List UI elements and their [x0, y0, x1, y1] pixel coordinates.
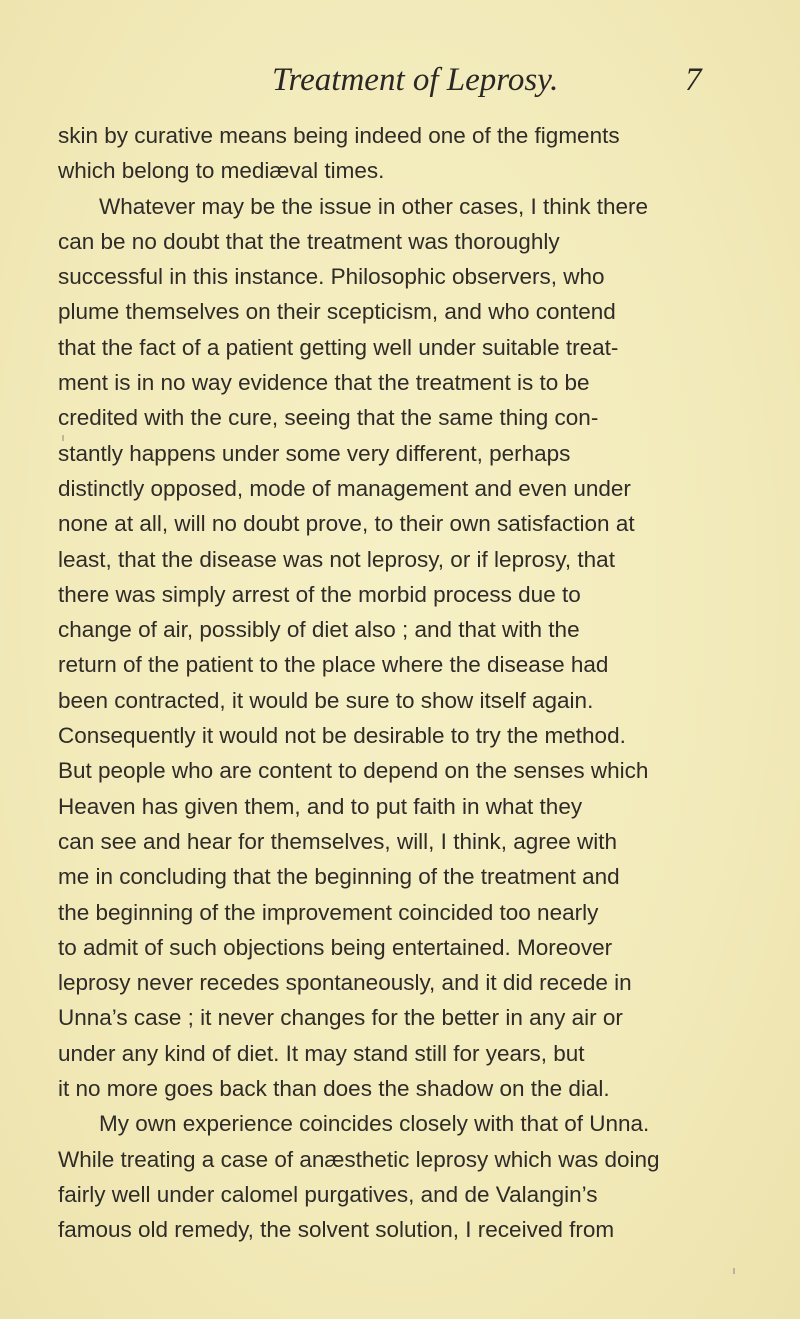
text-line: distinctly opposed, mode of management and even under — [58, 475, 631, 501]
text-line: been contracted, it would be sure to show itself again. — [58, 687, 594, 713]
text-line: the beginning of the improvement coincided too nearly — [58, 899, 599, 925]
text-line: successful in this instance. Philosophic observers, who — [58, 264, 605, 290]
text-line: While treating a case of anæsthetic leprosy which was doing — [58, 1146, 660, 1172]
text-line: under any kind of diet. It may stand still for years, but — [58, 1040, 585, 1066]
text-line: famous old remedy, the solvent solution, I received from — [58, 1217, 615, 1243]
text-line: that the fact of a patient getting well under suitable treat- — [58, 334, 619, 360]
text-line: there was simply arrest of the morbid process due to — [58, 581, 581, 607]
paper-speck — [733, 1268, 735, 1274]
text-line: But people who are content to depend on the senses which — [58, 758, 649, 784]
text-line: least, that the disease was not leprosy, or if leprosy, that — [58, 546, 615, 572]
text-line: Consequently it would not be desirable to try the method. — [58, 723, 626, 749]
page-header — [0, 62, 800, 112]
text-line: return of the patient to the place where the disease had — [58, 652, 609, 678]
page-number: 7 — [685, 62, 702, 98]
paragraph-start-line: Whatever may be the issue in other cases, I think there — [99, 193, 649, 219]
text-line: change of air, possibly of diet also ; and that with the — [58, 617, 580, 643]
running-title: Treatment of Leprosy. — [272, 62, 559, 98]
text-line: plume themselves on their scepticism, and who contend — [58, 299, 616, 325]
paper-speck — [62, 435, 64, 441]
text-line: stantly happens under some very different, perhaps — [58, 440, 571, 466]
text-line: skin by curative means being indeed one of the figments — [58, 123, 620, 148]
text-line: none at all, will no doubt prove, to their own satisfaction at — [58, 511, 635, 537]
text-line: can see and hear for themselves, will, I think, agree with — [58, 828, 618, 854]
text-line: me in concluding that the beginning of the treatment and — [58, 864, 620, 890]
text-line: can be no doubt that the treatment was thoroughly — [58, 228, 560, 254]
text-line: to admit of such objections being entertained. Moreover — [58, 934, 613, 960]
text-line: which belong to mediæval times. — [58, 158, 385, 184]
text-line: Heaven has given them, and to put faith in what they — [58, 793, 583, 819]
text-line: Unna’s case ; it never changes for the better in any air or — [58, 1005, 623, 1031]
text-line: ment is in no way evidence that the treatment is to be — [58, 370, 590, 396]
text-line: leprosy never recedes spontaneously, and it did recede in — [58, 970, 632, 996]
text-line: it no more goes back than does the shadow on the dial. — [58, 1076, 610, 1102]
text-line: credited with the cure, seeing that the same thing con- — [58, 405, 599, 431]
text-line: fairly well under calomel purgatives, and de Valangin’s — [58, 1181, 598, 1207]
paragraph-start-line: My own experience coincides closely with that of Unna. — [99, 1111, 650, 1137]
body-text — [58, 118, 798, 1248]
